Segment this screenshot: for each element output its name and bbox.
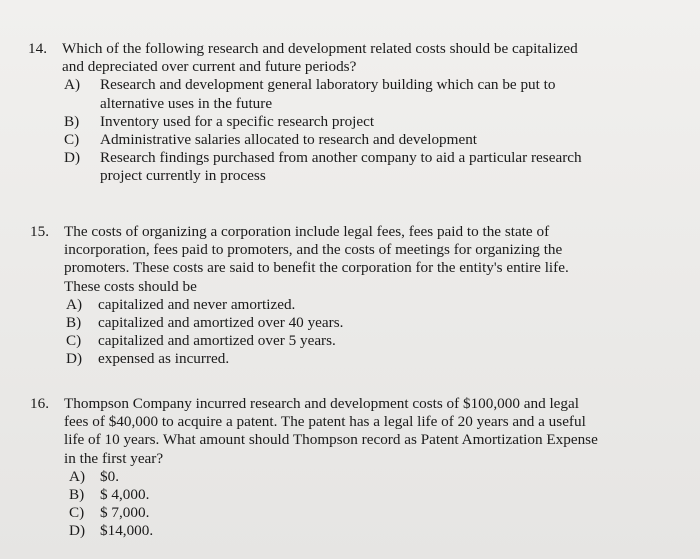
option-text: Research and development general laboratory building which can be put to — [100, 76, 556, 94]
option-text: Inventory used for a specific research project — [100, 112, 375, 130]
option-letter: A) — [66, 295, 83, 313]
option-d — [30, 522, 598, 540]
option-text: $0. — [100, 467, 119, 485]
question-number: 14. — [28, 40, 47, 57]
option-letter: A) — [64, 76, 81, 94]
stem-line: Thompson Company incurred research and development costs of $100,000 and legal — [64, 395, 579, 412]
option-text: $ 7,000. — [100, 504, 150, 522]
option-c — [30, 332, 569, 350]
question-16 — [30, 395, 598, 541]
option-text: alternative uses in the future — [100, 94, 273, 112]
question-15 — [30, 223, 569, 369]
option-c — [30, 504, 598, 522]
stem-line: promoters. These costs are said to benefit the corporation for the entity's entire life. — [64, 259, 569, 277]
option-d — [28, 149, 582, 185]
option-letter: C) — [64, 131, 80, 149]
option-letter: D) — [66, 350, 83, 368]
option-letter: C) — [66, 332, 82, 350]
stem-line: incorporation, fees paid to promoters, and the costs of meetings for organizing the — [64, 241, 563, 259]
question-number: 16. — [30, 395, 49, 412]
option-b — [30, 314, 569, 332]
option-text: Research findings purchased from another company to aid a particular research — [100, 149, 582, 167]
option-a — [28, 76, 582, 112]
question-stem — [30, 223, 569, 296]
option-letter: B) — [66, 314, 82, 332]
option-letter: A) — [69, 467, 86, 485]
stem-line: and depreciated over current and future periods? — [62, 58, 357, 76]
option-text: capitalized and amortized over 5 years. — [98, 332, 336, 350]
option-letter: D) — [64, 149, 81, 167]
question-14 — [28, 40, 582, 186]
option-text: $14,000. — [100, 522, 154, 540]
option-text: project currently in process — [100, 167, 266, 185]
option-text: Administrative salaries allocated to research and development — [100, 131, 478, 149]
option-letter: D) — [69, 522, 86, 540]
option-text: capitalized and amortized over 40 years. — [98, 314, 344, 332]
stem-line: Which of the following research and development related costs should be capitalized — [62, 40, 578, 57]
option-d — [30, 350, 569, 368]
option-letter: C) — [69, 504, 85, 522]
option-letter: B) — [69, 486, 85, 504]
option-letter: B) — [64, 112, 80, 130]
question-number: 15. — [30, 223, 49, 240]
option-text: $ 4,000. — [100, 486, 150, 504]
stem-line: life of 10 years. What amount should Thompson record as Patent Amortization Expense — [64, 431, 598, 449]
option-a — [30, 468, 598, 486]
option-b — [30, 486, 598, 504]
option-text: expensed as incurred. — [98, 350, 230, 368]
stem-line: fees of $40,000 to acquire a patent. The patent has a legal life of 20 years and a useful — [64, 413, 586, 431]
stem-line: These costs should be — [64, 277, 197, 295]
option-b — [28, 113, 582, 131]
option-a — [30, 296, 569, 314]
stem-line: The costs of organizing a corporation include legal fees, fees paid to the state of — [64, 223, 550, 240]
question-stem — [28, 40, 582, 76]
option-c — [28, 131, 582, 149]
question-stem — [30, 395, 598, 468]
option-text: capitalized and never amortized. — [98, 295, 296, 313]
stem-line: in the first year? — [64, 449, 164, 467]
